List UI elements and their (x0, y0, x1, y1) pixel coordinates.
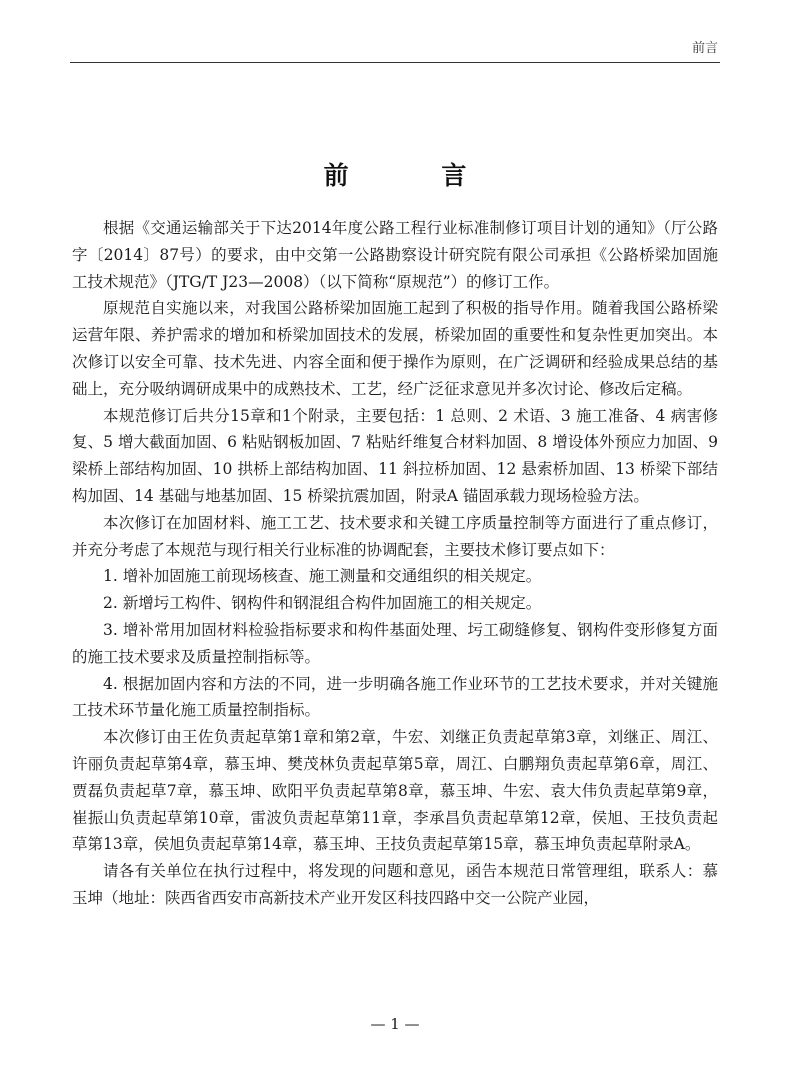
running-header-text: 前言 (691, 41, 718, 56)
paragraph-revision-principles: 原规范自实施以来，对我国公路桥梁加固施工起到了积极的指导作用。随着我国公路桥梁运营年限、养护需求的增加和桥梁加固技术的发展，桥梁加固的重要性和复杂性更加突出。本次修订以安全可靠、技术先进、内容全面和便于操作为原则，在广泛调研和经验成果总结的基础上，充分吸纳调研成果中的成熟技术、工艺，经广泛征求意见并多次讨论、修改后定稿。 (72, 299, 718, 398)
paragraph-contact: 请各有关单位在执行过程中，将发现的问题和意见，函告本规范日常管理组，联系人：慕玉坤（地址：陕西省西安市高新技术产业开发区科技四路中交一公院产业园， (72, 862, 718, 907)
paragraph-background: 根据《交通运输部关于下达2014年度公路工程行业标准制修订项目计划的通知》（厅公路字〔2014〕87号）的要求，由中交第一公路勘察设计研究院有限公司承担《公路桥梁加固施工技术规范》（JTG/T J23—2008）（以下简称“原规范”）的修订工作。 (72, 219, 718, 291)
page-title: 前 言 (323, 160, 509, 190)
paragraph-revision-points-intro: 本次修订在加固材料、施工工艺、技术要求和关键工序质量控制等方面进行了重点修订，并充分考虑了本规范与现行相关行业标准的协调配套，主要技术修订要点如下： (72, 513, 718, 559)
running-header (70, 28, 720, 63)
list-item-revision-1: 1. 增补加固施工前现场核查、施工测量和交通组织的相关规定。 (103, 567, 542, 586)
paragraph-drafters: 本次修订由王佐负责起草第1章和第2章，牛宏、刘继正负责起草第3章，刘继正、周江、许丽负责起草第4章，慕玉坤、樊茂林负责起草第5章，周江、白鹏翔负责起草第6章，周江、贾磊负责起草7章，慕玉坤、欧阳平负责起草第8章，慕玉坤、牛宏、袁大伟负责起草第9章，崔振山负责起草第10章，雷波负责起草第11章，李承昌负责起草第12章，侯旭、王技负责起草第13章，侯旭负责起草第14章，慕玉坤、王技负责起草第15章，慕玉坤负责起草附录A。 (72, 728, 718, 854)
list-item-revision-2: 2. 新增圬工构件、钢构件和钢混组合构件加固施工的相关规定。 (103, 594, 542, 613)
body-text (72, 215, 718, 912)
list-item-revision-4: 4. 根据加固内容和方法的不同，进一步明确各施工作业环节的工艺技术要求，并对关键施工技术环节量化施工质量控制指标。 (72, 674, 718, 720)
paragraph-contents: 本规范修订后共分15章和1个附录，主要包括：1 总则、2 术语、3 施工准备、4 病害修复、5 增大截面加固、6 粘贴钢板加固、7 粘贴纤维复合材料加固、8 增设体外预应力加固、9 梁桥上部结构加固、10 拱桥上部结构加固、11 斜拉桥加固、12 悬索桥加固、13 桥梁下部结构加固、14 基础与地基加固、15 桥梁抗震加固，附录A 锚固承载力现场检验方法。 (72, 406, 718, 505)
page-number: — 1 — (370, 1015, 420, 1033)
list-item-revision-3: 3. 增补常用加固材料检验指标要求和构件基面处理、圬工砌缝修复、钢构件变形修复方面的施工技术要求及质量控制指标等。 (72, 620, 718, 666)
